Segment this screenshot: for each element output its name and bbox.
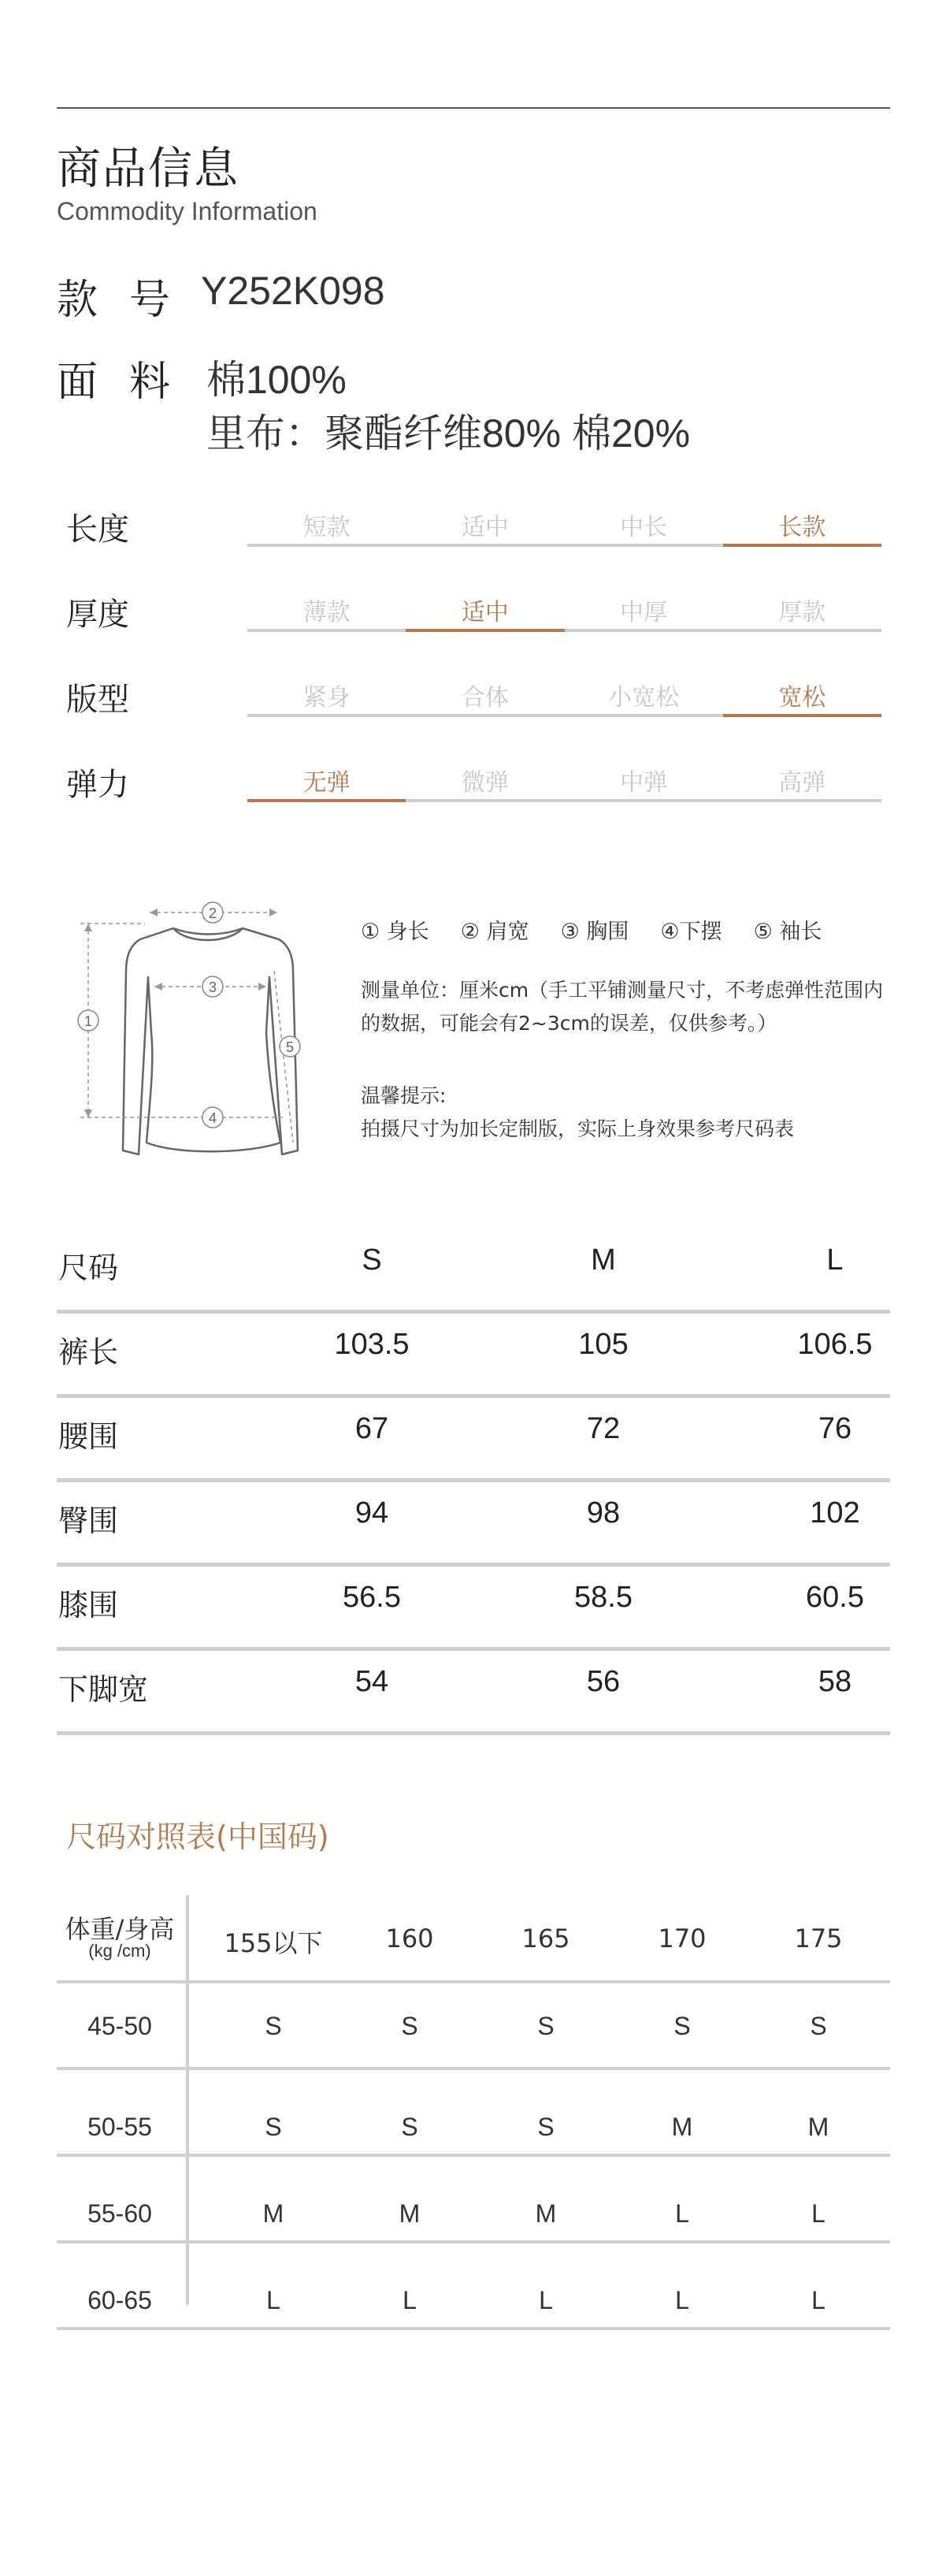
size-table-row [57, 1398, 890, 1482]
svg-text:2: 2 [208, 905, 217, 921]
size-cell: S [265, 2113, 282, 2141]
attribute-option-bar [247, 629, 406, 632]
measure-marker-2 [202, 902, 223, 923]
attribute-option-bar [723, 629, 881, 632]
size-chart-row [57, 2157, 890, 2243]
attribute-option [406, 760, 564, 823]
size-cell: S [265, 2012, 282, 2040]
row-divider [57, 1731, 890, 1735]
attribute-option-label: 合体 [461, 684, 509, 712]
measurement-note: 测量单位：厘米cm（手工平铺测量尺寸，不考虑弹性范围内的数据，可能会有2~3cm的误差，仅供参考。） [361, 979, 884, 1035]
size-chart-row [57, 2070, 890, 2157]
tips-title: 温馨提示: [361, 1084, 447, 1107]
row-divider [57, 2327, 890, 2330]
attribute-scale [247, 675, 881, 738]
size-cell: S [537, 2012, 555, 2040]
svg-text:5: 5 [285, 1039, 295, 1055]
size-cell: S [673, 2012, 691, 2040]
attribute-option [723, 589, 881, 652]
size-table-row [57, 1651, 890, 1735]
attribute-option-selected [247, 760, 406, 823]
attribute-scale [247, 504, 881, 567]
attribute-option-label: 中长 [620, 514, 668, 541]
attribute-row [66, 675, 890, 738]
row-label: 腰围 [58, 1419, 119, 1454]
measure-marker-3 [202, 976, 223, 997]
attribute-option-bar [247, 544, 406, 547]
size-cell: S [401, 2113, 418, 2141]
height-header: 165 [521, 1924, 570, 1953]
attribute-row [66, 760, 890, 823]
attribute-name: 弹力 [66, 767, 129, 803]
attribute-scale [247, 589, 881, 652]
height-header: 155以下 [224, 1928, 323, 1958]
row-label: 裤长 [58, 1335, 119, 1370]
legend-item: ② 肩宽 [460, 920, 529, 944]
table-cell: 98 [586, 1496, 621, 1530]
size-table-header [57, 1229, 890, 1314]
attribute-option-selected [723, 675, 881, 738]
table-cell: 106.5 [797, 1328, 873, 1361]
tips-body: 拍摄尺寸为加长定制版，实际上身效果参考尺码表 [361, 1117, 795, 1140]
height-header: 175 [794, 1924, 843, 1953]
attribute-option-label: 中厚 [620, 599, 668, 626]
attribute-option-bar [723, 544, 881, 547]
size-cell: L [539, 2286, 553, 2314]
legend-item: ③ 胸围 [560, 920, 629, 944]
section-title: 商品信息 [57, 143, 239, 195]
measure-marker-4 [202, 1107, 223, 1128]
svg-text:3: 3 [208, 979, 217, 995]
size-comparison-table [57, 1895, 890, 2330]
top-divider [57, 107, 890, 109]
attribute-option-label: 适中 [461, 514, 509, 541]
size-cell: M [807, 2113, 829, 2141]
attribute-option-bar [247, 714, 406, 717]
attribute-option-label: 微弹 [461, 769, 509, 797]
attribute-option-label: 短款 [302, 514, 351, 541]
table-cell: 54 [354, 1665, 389, 1698]
garment-diagram [57, 883, 356, 1174]
attribute-option-label: 高弹 [778, 769, 826, 797]
table-cell: 67 [354, 1412, 389, 1445]
size-cell: L [675, 2286, 689, 2314]
table-cell: 94 [354, 1496, 389, 1530]
attribute-option-label: 长款 [778, 514, 826, 541]
size-cell: M [399, 2199, 421, 2228]
corner-label: 体重/身高 [65, 1914, 175, 1944]
size-cell: L [266, 2286, 280, 2314]
attribute-option-bar [406, 544, 564, 547]
attribute-option-label: 薄款 [302, 599, 351, 626]
fabric-lining: 里布：聚酯纤维80% 棉20% [206, 411, 691, 455]
attribute-option [565, 675, 723, 738]
height-header: 170 [658, 1924, 707, 1953]
table-cell: L [826, 1243, 844, 1277]
corner-unit: (kg /cm) [88, 1941, 151, 1961]
table-cell: 102 [810, 1496, 860, 1530]
attribute-row [66, 504, 890, 567]
row-label: 膝围 [58, 1588, 119, 1623]
attribute-option-label: 无弹 [302, 769, 351, 797]
table-cell: 76 [818, 1412, 852, 1445]
table-cell: 103.5 [334, 1328, 410, 1361]
attribute-option [247, 504, 406, 567]
attribute-option-label: 厚款 [778, 599, 826, 626]
attribute-option-selected [406, 589, 564, 652]
table-cell: 60.5 [806, 1581, 864, 1614]
measure-marker-5 [280, 1036, 300, 1057]
attribute-option-bar [565, 544, 723, 547]
legend-item: ⑤ 袖长 [753, 920, 822, 944]
size-cell: S [401, 2012, 418, 2040]
legend-item: ① 身长 [361, 920, 429, 944]
size-cell: L [675, 2199, 689, 2228]
attribute-option-label: 宽松 [778, 684, 826, 712]
size-table-row [57, 1567, 890, 1651]
attribute-option-bar [565, 714, 723, 717]
attribute-option-bar [565, 629, 723, 632]
attribute-option-bar [723, 714, 881, 717]
row-label: 臀围 [58, 1504, 119, 1538]
weight-label: 45-50 [87, 2012, 152, 2040]
svg-text:4: 4 [208, 1110, 217, 1126]
size-table-row [57, 1482, 890, 1567]
attribute-name: 版型 [66, 682, 129, 718]
attribute-scale [247, 760, 881, 823]
table-cell: 58.5 [574, 1581, 633, 1614]
measurement-legend [361, 914, 912, 945]
weight-label: 60-65 [87, 2286, 152, 2314]
attribute-option [406, 675, 564, 738]
size-chart-row [57, 2243, 890, 2330]
weight-label: 50-55 [87, 2113, 152, 2141]
attribute-option-label: 中弹 [620, 769, 668, 797]
attribute-option-label: 适中 [461, 599, 509, 626]
row-label: 下脚宽 [58, 1672, 149, 1707]
legend-item: ④下摆 [660, 920, 722, 944]
table-cell: 56.5 [343, 1581, 401, 1614]
size-table-row [57, 1314, 890, 1398]
table-cell: 72 [586, 1412, 621, 1445]
size-cell: S [537, 2113, 555, 2141]
attribute-name: 厚度 [66, 597, 129, 633]
table-cell: S [362, 1243, 382, 1277]
attribute-option [565, 760, 723, 823]
size-chart-row [57, 1983, 890, 2070]
size-cell: S [810, 2012, 827, 2040]
attribute-option-bar [247, 799, 406, 802]
weight-label: 55-60 [87, 2199, 152, 2228]
attribute-option-bar [565, 799, 723, 802]
attribute-option [565, 504, 723, 567]
attribute-row [66, 589, 890, 652]
size-cell: L [811, 2199, 825, 2228]
attribute-option-label: 紧身 [302, 684, 351, 712]
size-chart-header [57, 1895, 890, 1983]
attribute-option-selected [723, 504, 881, 567]
attribute-option [247, 675, 406, 738]
section-subtitle: Commodity Information [57, 197, 317, 225]
measure-marker-1 [78, 1010, 98, 1031]
fabric-main: 棉100% [206, 358, 347, 402]
fabric-label: 面料 [57, 359, 202, 406]
attribute-option-bar [406, 799, 564, 802]
style-number-label: 款号 [57, 277, 202, 324]
size-cell: L [403, 2286, 417, 2314]
size-cell: M [535, 2199, 557, 2228]
table-cell: 56 [586, 1665, 621, 1698]
attribute-option-bar [406, 714, 564, 717]
size-chart-title: 尺码对照表(中国码) [66, 1820, 329, 1854]
attribute-option [406, 504, 564, 567]
row-label: 尺码 [58, 1251, 119, 1285]
size-cell: M [262, 2199, 284, 2228]
size-table [57, 1229, 890, 1735]
table-divider [186, 1895, 189, 2305]
attribute-option-bar [723, 799, 881, 802]
attribute-name: 长度 [66, 511, 129, 548]
size-cell: M [671, 2113, 693, 2141]
attribute-option [247, 589, 406, 652]
svg-text:1: 1 [83, 1013, 93, 1029]
attribute-option [723, 760, 881, 823]
table-cell: M [591, 1243, 616, 1277]
style-number-value: Y252K098 [201, 269, 385, 313]
height-header: 160 [385, 1924, 434, 1953]
attribute-option-bar [406, 629, 564, 632]
attribute-option-label: 小宽松 [608, 684, 680, 712]
table-cell: 58 [818, 1665, 852, 1698]
attribute-option [565, 589, 723, 652]
table-cell: 105 [578, 1328, 629, 1361]
size-cell: L [811, 2286, 825, 2314]
